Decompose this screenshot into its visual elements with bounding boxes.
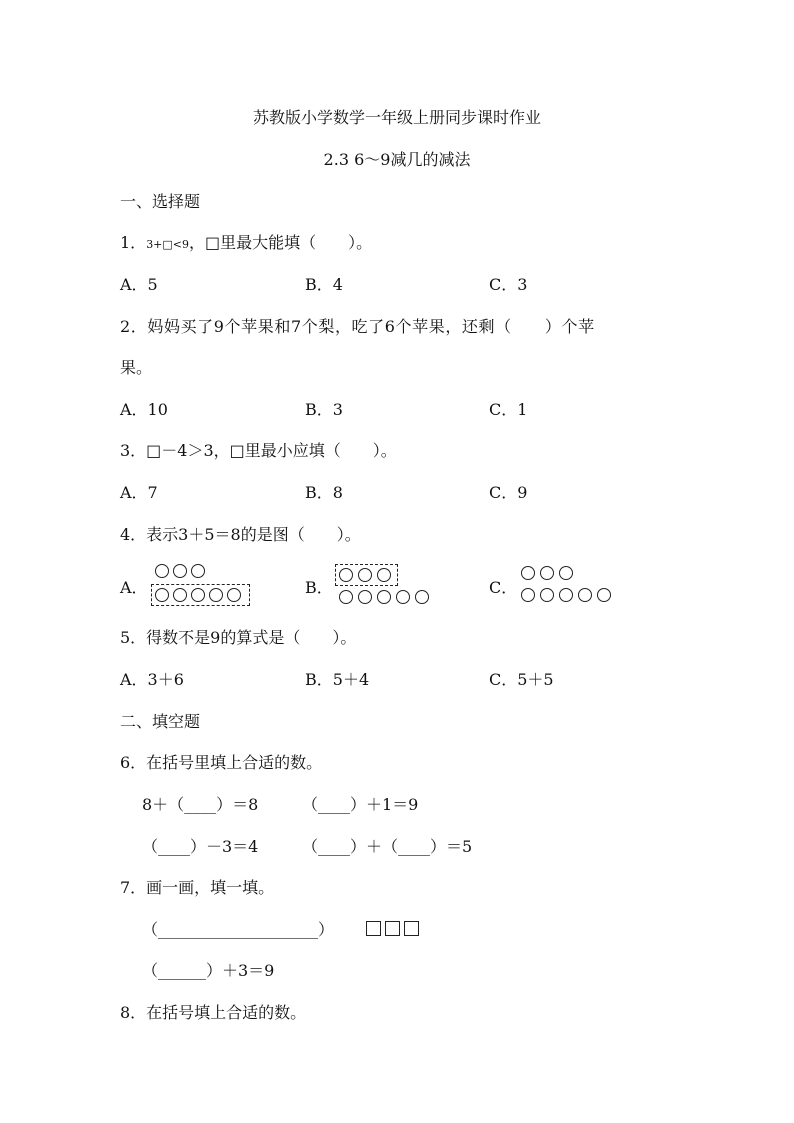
q4-option-b: B． xyxy=(305,578,333,597)
square-icon xyxy=(385,921,400,936)
q6-equation-2: （____）＋1＝9 xyxy=(302,795,419,814)
circle-icon xyxy=(597,588,611,602)
circle-icon xyxy=(377,568,391,582)
question-5: 5．得数不是9的算式是（ ）。 xyxy=(120,628,357,647)
question-number: 1． xyxy=(120,233,147,252)
question-1-text: ，□里最大能填（ ）。 xyxy=(189,233,373,252)
circle-icon xyxy=(578,588,592,602)
circle-icon xyxy=(358,568,372,582)
question-6: 6．在括号里填上合适的数。 xyxy=(120,753,323,772)
circle-icon xyxy=(173,588,187,602)
circle-icon xyxy=(358,590,372,604)
circle-icon xyxy=(191,564,205,578)
circle-icon xyxy=(173,564,187,578)
circle-icon xyxy=(155,588,169,602)
circle-icon xyxy=(191,588,205,602)
question-8: 8．在括号填上合适的数。 xyxy=(120,1003,307,1022)
question-4: 4．表示3＋5＝8的是图（ ）。 xyxy=(120,525,361,544)
page-title: 苏教版小学数学一年级上册同步课时作业 xyxy=(252,108,541,127)
q1-option-b: B．4 xyxy=(305,275,343,294)
q1-option-c: C．3 xyxy=(489,275,528,294)
circle-icon xyxy=(377,590,391,604)
square-icon xyxy=(404,921,419,936)
q6-equation-1: 8＋（____）＝8 xyxy=(142,795,259,814)
q2-option-b: B．3 xyxy=(305,400,343,419)
q6-equation-4: （____）＋（____）＝5 xyxy=(302,837,473,856)
circle-icon xyxy=(521,566,535,580)
circle-icon xyxy=(521,588,535,602)
q5-option-c: C．5＋5 xyxy=(489,670,554,689)
question-2-line1: 2．妈妈买了9个苹果和7个梨，吃了6个苹果，还剩（ ）个苹 xyxy=(120,317,595,336)
question-2-line2: 果。 xyxy=(120,358,153,377)
q2-option-c: C．1 xyxy=(489,400,528,419)
question-7: 7．画一画，填一填。 xyxy=(120,878,275,897)
q1-option-a: A．5 xyxy=(120,275,158,294)
circle-icon xyxy=(415,590,429,604)
q4-option-c: C． xyxy=(489,578,518,597)
q4-option-a: A． xyxy=(120,578,148,597)
circle-icon xyxy=(396,590,410,604)
circle-icon xyxy=(227,588,241,602)
circle-icon xyxy=(559,566,573,580)
q2-option-a: A．10 xyxy=(120,400,168,419)
circle-icon xyxy=(155,564,169,578)
page-subtitle: 2.3 6～9减几的减法 xyxy=(323,150,471,169)
circle-icon xyxy=(540,588,554,602)
q5-option-b: B．5＋4 xyxy=(305,670,370,689)
circle-icon xyxy=(339,568,353,582)
circle-icon xyxy=(339,590,353,604)
section-heading-fill: 二、填空题 xyxy=(120,712,201,731)
circle-icon xyxy=(209,588,223,602)
q6-equation-3: （____）－3＝4 xyxy=(142,837,259,856)
question-3: 3．□－4＞3，□里最小应填（ ）。 xyxy=(120,441,397,460)
q5-option-a: A．3＋6 xyxy=(120,670,184,689)
section-heading-choice: 一、选择题 xyxy=(120,192,201,211)
q7-answer-blank: （____________________） xyxy=(142,920,335,939)
q3-option-a: A．7 xyxy=(120,483,158,502)
question-1-expression: 3+□<9 xyxy=(146,238,190,251)
circle-icon xyxy=(559,588,573,602)
q7-equation: （______）＋3＝9 xyxy=(142,961,275,980)
circle-icon xyxy=(540,566,554,580)
q7-squares xyxy=(364,920,421,940)
square-icon xyxy=(366,921,381,936)
q3-option-c: C．9 xyxy=(489,483,528,502)
question-1 xyxy=(120,233,372,255)
q3-option-b: B．8 xyxy=(305,483,343,502)
